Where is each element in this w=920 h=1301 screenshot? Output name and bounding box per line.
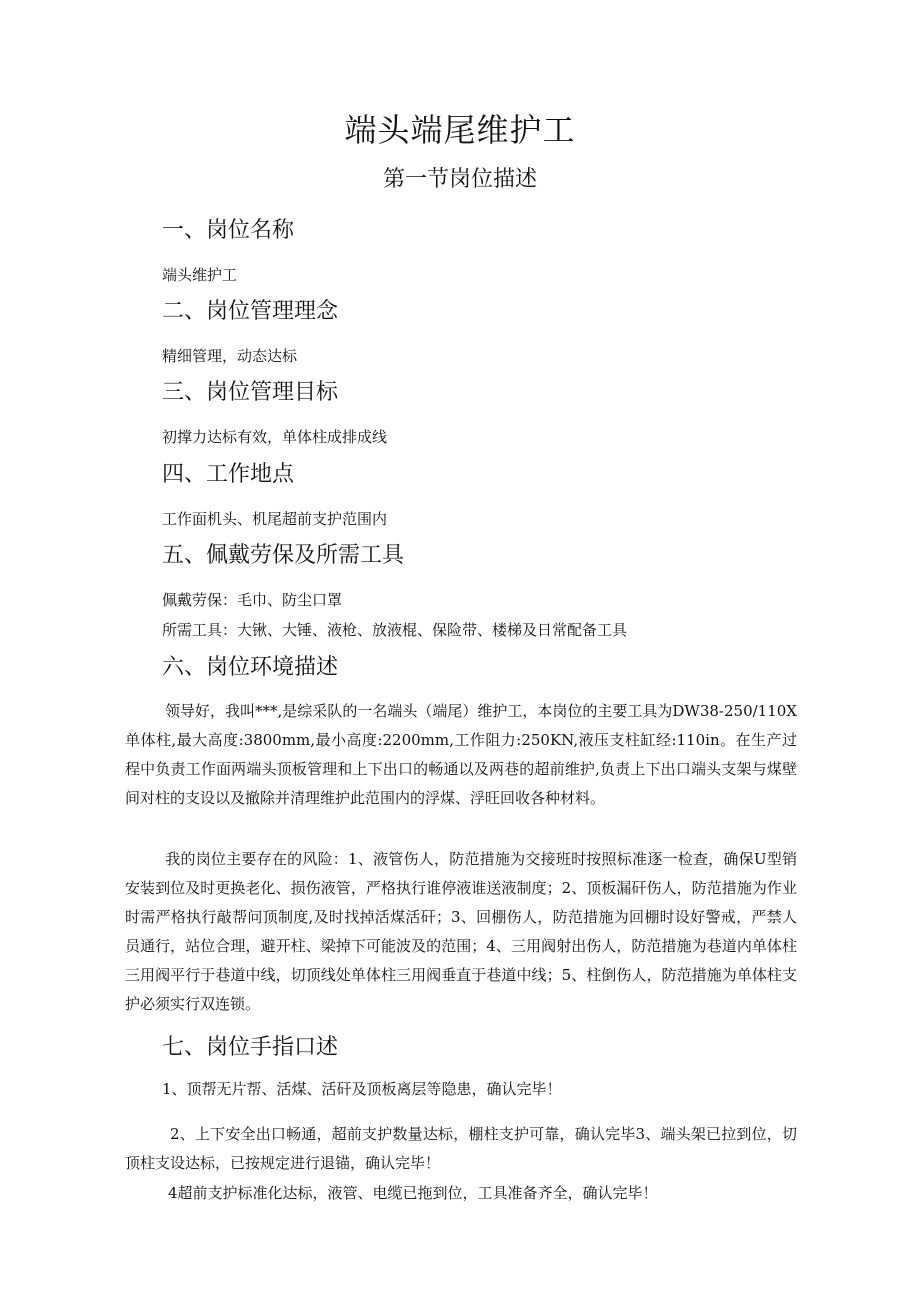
- section-5-ppe-line: 佩戴劳保：毛巾、防尘口罩: [162, 591, 343, 609]
- finger-point-item-1: 1、顶帮无片帮、活煤、活矸及顶板离层等隐患，确认完毕！: [162, 1080, 562, 1098]
- section-6-heading: 六、岗位环境描述: [162, 655, 339, 680]
- section-6-paragraph-1: [125, 697, 797, 813]
- document-title: 端头端尾维护工: [344, 111, 576, 149]
- finger-point-item-2: 2、上下安全出口畅通，超前支护数量达标，棚柱支护可靠，确认完毕3、端头架已拉到位，切顶柱支设达标，已按规定进行退锚，确认完毕！: [125, 1125, 797, 1172]
- document-subtitle: 第一节岗位描述: [382, 167, 537, 192]
- section-5-heading: 五、佩戴劳保及所需工具: [162, 543, 405, 568]
- section-2-heading: 二、岗位管理理念: [162, 299, 339, 324]
- section-6-paragraph-2: [125, 845, 797, 1019]
- section-3-text: 初撑力达标有效，单体柱成排成线: [162, 428, 388, 446]
- section-4-text: 工作面机头、机尾超前支护范围内: [162, 510, 388, 528]
- section-1-heading: 一、岗位名称: [162, 218, 295, 243]
- section-1-text: 端头维护工: [162, 266, 238, 284]
- section-6-paragraph-1-text: 领导好，我叫***,是综采队的一名端头（端尾）维护工，本岗位的主要工具为DW38-250/110X单体柱,最大高度:3800mm,最小高度:2200mm,工作阻力:250KN,液压支柱缸经:110in。在生产过程中负责工作面两端头顶板管理和上下出口的畅通以及两巷的超前维护,负责上下出口端头支架与煤壁间对柱的支设以及撤除并清理维护此范围内的浮煤、浮旺回收各种材料。: [125, 702, 797, 807]
- section-2-text: 精细管理，动态达标: [162, 347, 298, 365]
- section-4-heading: 四、工作地点: [162, 462, 295, 487]
- section-7-heading: 七、岗位手指口述: [162, 1035, 339, 1060]
- section-6-paragraph-2-text: 我的岗位主要存在的风险：1、液管伤人，防范措施为交接班时按照标准逐一检查，确保U型销安装到位及时更换老化、损伤液管，严格执行谁停液谁送液制度；2、顶板漏矸伤人，防范措施为作业时需严格执行敲帮问顶制度,及时找掉活煤活矸；3、回棚伤人，防范措施为回棚时设好警戒，严禁人员通行，站位合理，避开柱、梁掉下可能波及的范围；4、三用阀射出伤人，防范措施为巷道内单体柱三用阀平行于巷道中线，切顶线处单体柱三用阀垂直于巷道中线；5、柱倒伤人，防范措施为单体柱支护必须实行双连锁。: [125, 850, 797, 1013]
- section-3-heading: 三、岗位管理目标: [162, 380, 339, 405]
- section-5-tools-line: 所需工具：大锹、大锤、液枪、放液棍、保险带、楼梯及日常配备工具: [162, 621, 628, 639]
- finger-point-item-4: 4超前支护标准化达标，液管、电缆已拖到位，工具准备齐全，确认完毕！: [168, 1184, 658, 1202]
